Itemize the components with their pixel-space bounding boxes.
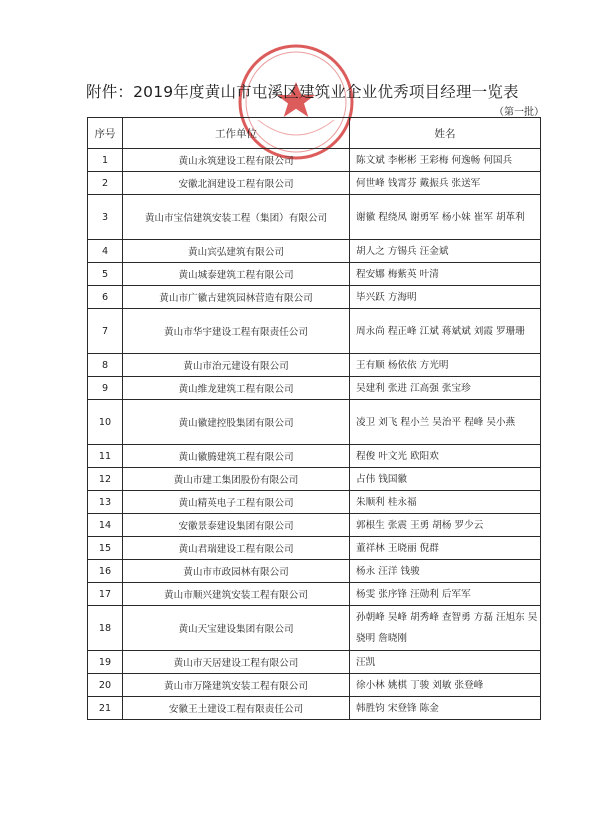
cell-names: 占伟 钱国徽 — [350, 468, 541, 491]
table-row — [88, 651, 541, 674]
cell-unit: 黄山市建工集团股份有限公司 — [123, 468, 350, 491]
title-text: 附件：2019年度黄山市屯溪区建筑业企业优秀项目经理一览表 — [86, 83, 519, 101]
cell-unit: 黄山市华宇建设工程有限责任公司 — [123, 309, 350, 354]
cell-names: 谢徽 程绕凤 谢勇军 杨小妹 崔军 胡革利 — [350, 195, 541, 240]
table-row — [88, 468, 541, 491]
cell-names: 胡人之 方锡兵 汪金斌 — [350, 240, 541, 263]
table-row — [88, 240, 541, 263]
cell-names: 周永尚 程正峰 江斌 蒋斌斌 刘霞 罗珊珊 — [350, 309, 541, 354]
cell-no: 11 — [88, 445, 123, 468]
cell-names: 郭根生 张震 王勇 胡杨 罗少云 — [350, 514, 541, 537]
cell-names: 陈文斌 李彬彬 王彩梅 何逸畅 何国兵 — [350, 149, 541, 172]
table-row — [88, 606, 541, 651]
cell-names: 孙朝峰 吴峰 胡秀峰 查智勇 方磊 汪旭东 吴骁明 詹晓刚 — [350, 606, 541, 651]
cell-unit: 安徽王土建设工程有限责任公司 — [123, 697, 350, 720]
cell-unit: 黄山徽腾建筑工程有限公司 — [123, 445, 350, 468]
table-row — [88, 354, 541, 377]
table-row — [88, 537, 541, 560]
cell-no: 3 — [88, 195, 123, 240]
cell-no: 4 — [88, 240, 123, 263]
cell-no: 9 — [88, 377, 123, 400]
cell-names: 杨雯 张序锋 汪勋利 后军军 — [350, 583, 541, 606]
cell-no: 12 — [88, 468, 123, 491]
cell-unit: 黄山天宝建设集团有限公司 — [123, 606, 350, 651]
cell-unit: 黄山市市政园林有限公司 — [123, 560, 350, 583]
cell-names: 韩胜钧 宋登锋 陈金 — [350, 697, 541, 720]
table-body — [88, 149, 541, 720]
cell-unit: 黄山君瑞建设工程有限公司 — [123, 537, 350, 560]
table-row — [88, 491, 541, 514]
cell-names: 杨永 汪洋 钱骏 — [350, 560, 541, 583]
cell-no: 5 — [88, 263, 123, 286]
table-row — [88, 309, 541, 354]
header-names: 姓名 — [350, 118, 541, 149]
cell-names: 董祥林 王晓丽 倪群 — [350, 537, 541, 560]
cell-names: 汪凯 — [350, 651, 541, 674]
batch-label: （第一批） — [494, 107, 544, 118]
cell-no: 18 — [88, 606, 123, 651]
cell-names: 何世峰 钱霄芬 戴振兵 张送军 — [350, 172, 541, 195]
cell-no: 14 — [88, 514, 123, 537]
manager-table — [87, 117, 541, 720]
table-row — [88, 149, 541, 172]
table-row — [88, 195, 541, 240]
cell-names: 程安娜 梅紫英 叶清 — [350, 263, 541, 286]
header-unit: 工作单位 — [123, 118, 350, 149]
cell-no: 15 — [88, 537, 123, 560]
cell-unit: 安徽北润建设工程有限公司 — [123, 172, 350, 195]
table-header-row — [88, 118, 541, 149]
cell-no: 1 — [88, 149, 123, 172]
cell-unit: 黄山永筑建设工程有限公司 — [123, 149, 350, 172]
table-row — [88, 514, 541, 537]
table-row — [88, 560, 541, 583]
cell-names: 程俊 叶文光 欧阳欢 — [350, 445, 541, 468]
cell-names: 王有顺 杨依依 方光明 — [350, 354, 541, 377]
cell-unit: 黄山精英电子工程有限公司 — [123, 491, 350, 514]
document-title — [86, 80, 586, 102]
cell-no: 2 — [88, 172, 123, 195]
cell-names: 朱顺利 桂永福 — [350, 491, 541, 514]
table-row — [88, 263, 541, 286]
cell-no: 17 — [88, 583, 123, 606]
table-row — [88, 697, 541, 720]
cell-no: 8 — [88, 354, 123, 377]
cell-no: 7 — [88, 309, 123, 354]
table-row — [88, 172, 541, 195]
cell-names: 凌卫 刘飞 程小兰 吴治平 程峰 吴小燕 — [350, 400, 541, 445]
cell-names: 毕兴跃 方海明 — [350, 286, 541, 309]
cell-no: 19 — [88, 651, 123, 674]
table-row — [88, 286, 541, 309]
cell-unit: 黄山维龙建筑工程有限公司 — [123, 377, 350, 400]
cell-unit: 黄山徽建控股集团有限公司 — [123, 400, 350, 445]
cell-unit: 黄山市宝信建筑安装工程（集团）有限公司 — [123, 195, 350, 240]
table-row — [88, 583, 541, 606]
cell-unit: 安徽景泰建设集团有限公司 — [123, 514, 350, 537]
cell-names: 吴建利 张进 江高强 张宝珍 — [350, 377, 541, 400]
cell-unit: 黄山市天居建设工程有限公司 — [123, 651, 350, 674]
cell-no: 13 — [88, 491, 123, 514]
cell-unit: 黄山宾弘建筑有限公司 — [123, 240, 350, 263]
cell-no: 16 — [88, 560, 123, 583]
cell-no: 10 — [88, 400, 123, 445]
cell-unit: 黄山市万隆建筑安装工程有限公司 — [123, 674, 350, 697]
cell-no: 6 — [88, 286, 123, 309]
cell-no: 21 — [88, 697, 123, 720]
cell-unit: 黄山市治元建设有限公司 — [123, 354, 350, 377]
cell-unit: 黄山市广徽古建筑园林营造有限公司 — [123, 286, 350, 309]
table-row — [88, 445, 541, 468]
table-row — [88, 674, 541, 697]
header-no: 序号 — [88, 118, 123, 149]
table-row — [88, 400, 541, 445]
table-row — [88, 377, 541, 400]
cell-unit: 黄山市顺兴建筑安装工程有限公司 — [123, 583, 350, 606]
cell-no: 20 — [88, 674, 123, 697]
cell-unit: 黄山城泰建筑工程有限公司 — [123, 263, 350, 286]
cell-names: 徐小林 姚棋 丁骏 刘敏 张登峰 — [350, 674, 541, 697]
